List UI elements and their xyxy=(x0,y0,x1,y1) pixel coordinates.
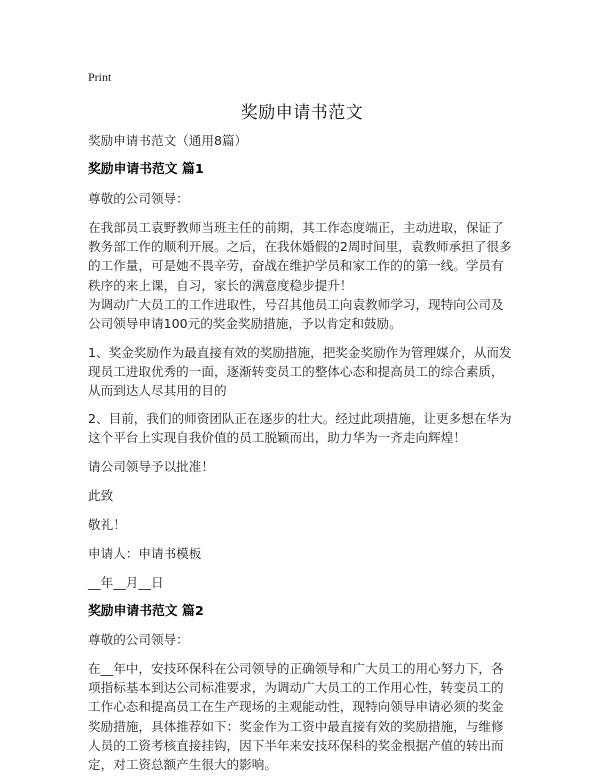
applicant-line: 申请人：申请书模板 xyxy=(88,546,202,561)
section-1-paragraph: 2、目前，我们的师资团队正在逐步的壮大。经过此项措施，让更多想在华为这个平台上实现自我价值的员工脱颖而出，助力华为一齐走向辉煌！ xyxy=(88,411,512,446)
document-subtitle: 奖励申请书范文（通用8篇） xyxy=(88,133,248,148)
closing-greeting: 敬礼！ xyxy=(88,517,126,532)
date-line: __年__月__日 xyxy=(88,575,164,590)
print-label: Print xyxy=(88,70,112,84)
section-1-paragraph: 请公司领导予以批准！ xyxy=(88,459,214,474)
section-1-heading: 奖励申请书范文 篇1 xyxy=(88,162,204,177)
section-2-salutation: 尊敬的公司领导： xyxy=(88,632,189,647)
section-1-paragraph: 为调动广大员工的工作进取性，号召其他员工向袁教师学习，现特向公司及公司领导申请100元的奖金奖励措施，予以肯定和鼓励。 xyxy=(88,297,504,332)
section-1-paragraph: 在我部员工袁野教师当班主任的前期，其工作态度端正，主动进取，保证了教务部工作的顺利开展。之后，在我休婚假的2周时间里，袁教师承担了很多的工作量，可是她不畏辛劳，奋战在维护学员和家工作的的第一线。学员有秩序的来上课，自习，家长的满意度稳步提升！ xyxy=(88,220,512,293)
page-title: 奖励申请书范文 xyxy=(240,103,364,123)
closing-line: 此致 xyxy=(88,488,114,503)
section-2-paragraph: 在__年中，安技环保科在公司领导的正确领导和广大员工的用心努力下，各项指标基本到达公司标准要求，为调动广大员工的工作用心性，转变员工的工作心态和提高员工在生产现场的主观能动性，现特向领导申请必须的奖金奖励措施，具体推荐如下：奖金作为工资中最直接有效的奖励措施，与维修人员的工资考核直接挂钩，因下半年来安技环保科的奖金根据产值的转出而定，对工资总额产生很大的影响。 xyxy=(88,661,504,773)
section-1-paragraph: 1、奖金奖励作为最直接有效的奖励措施，把奖金奖励作为管理媒介，从而发现员工进取优秀的一面，逐渐转变员工的整体心态和提高员工的综合素质，从而到达人尽其用的目的 xyxy=(88,345,512,399)
section-1-salutation: 尊敬的公司领导： xyxy=(88,191,189,206)
section-2-heading: 奖励申请书范文 篇2 xyxy=(88,604,204,619)
